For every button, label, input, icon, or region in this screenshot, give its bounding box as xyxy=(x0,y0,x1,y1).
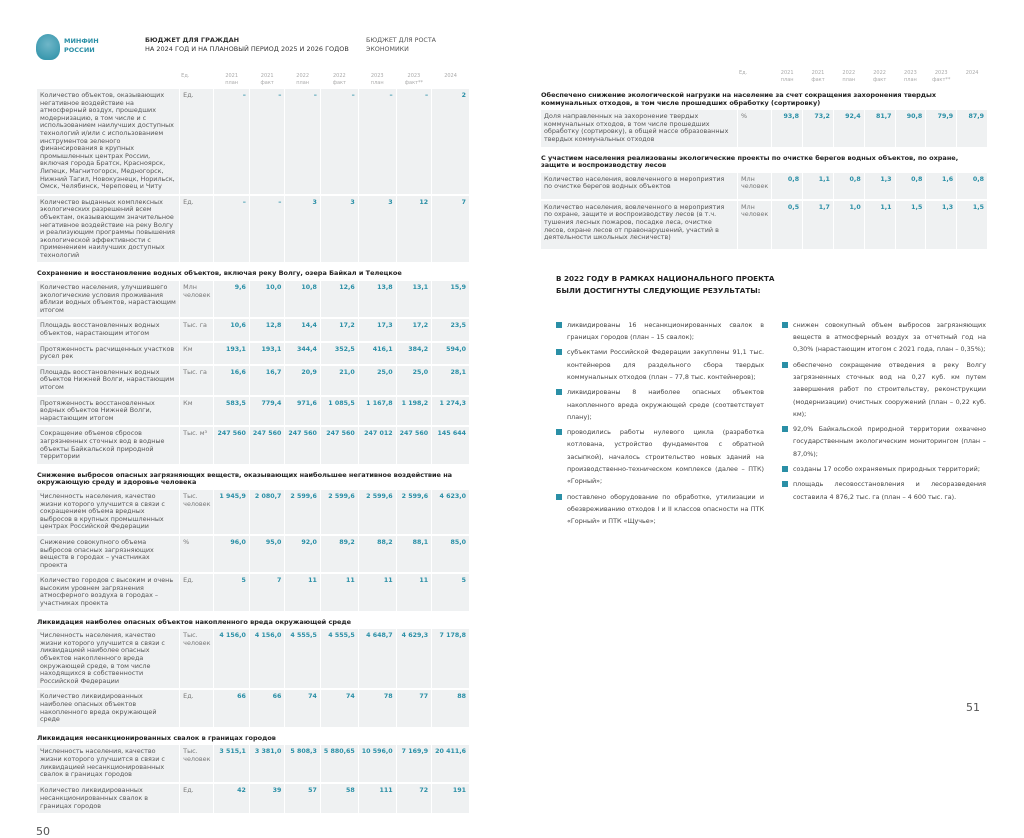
bullet-square-icon xyxy=(782,481,788,487)
value-cell: 5 880,65 xyxy=(321,745,358,782)
value-cell: 4 648,7 xyxy=(359,629,396,688)
unit-cell: Тыс. га xyxy=(180,319,213,340)
section-name xyxy=(366,36,436,54)
value-cell: 2 599,6 xyxy=(397,490,431,534)
value-cell: 74 xyxy=(321,690,358,726)
value-cell: 779,4 xyxy=(250,397,284,426)
column-header: 2022 факт xyxy=(872,70,887,83)
column-header: 2023 план xyxy=(370,73,384,86)
unit-cell: Ед. xyxy=(180,690,213,726)
value-cell: 1 085,5 xyxy=(321,397,358,426)
title: БЮДЖЕТ ДЛЯ ГРАЖДАН xyxy=(145,36,240,44)
subtitle: НА 2024 ГОД И НА ПЛАНОВЫЙ ПЕРИОД 2025 И 2026 ГОДОВ xyxy=(145,45,349,53)
value-cell: 11 xyxy=(285,574,319,610)
indicator-label: Численность населения, качество жизни которого улучшится в связи с ликвидацией несанкционированных свалок в границах городов xyxy=(37,745,179,782)
column-header: 2023 факт** xyxy=(404,73,424,86)
indicator-label: Количество населения, вовлеченного в мероприятия по очистке берегов водных объектов xyxy=(541,173,737,199)
value-cell: 5 xyxy=(214,574,248,610)
table-row xyxy=(37,784,469,813)
document-title xyxy=(145,36,360,54)
indicator-label: Численность населения, качество жизни которого улучшится в связи с ликвидацией наиболее опасных объектов накопленного вреда окружающей среде, в том числе находящихся в собственности Российской Федерации xyxy=(37,629,179,688)
page-number-right: 51 xyxy=(966,701,980,714)
value-cell: 1,6 xyxy=(926,173,956,199)
unit-cell: Млн человек xyxy=(738,201,771,249)
value-cell: 25,0 xyxy=(359,366,396,395)
value-cell: 21,0 xyxy=(321,366,358,395)
left-page xyxy=(36,70,470,838)
value-cell: – xyxy=(285,89,319,194)
value-cell: 1,3 xyxy=(926,201,956,249)
value-cell: 78 xyxy=(359,690,396,726)
value-cell: 5 808,3 xyxy=(285,745,319,782)
value-cell: 58 xyxy=(321,784,358,813)
section-heading: С участием населения реализованы экологические проекты по очистке берегов водных объектов, по охране, защите и воспроизводству лесов xyxy=(541,153,959,170)
bullet-square-icon xyxy=(782,322,788,328)
section-heading: Сохранение и восстановление водных объектов, включая реку Волгу, озера Байкал и Телецкое xyxy=(37,269,402,278)
value-cell: 17,3 xyxy=(359,319,396,340)
value-cell: 2 599,6 xyxy=(321,490,358,534)
value-cell: 352,5 xyxy=(321,343,358,364)
header-spacer xyxy=(37,72,179,87)
unit-cell: Ед. xyxy=(180,196,213,263)
bullet-square-icon xyxy=(782,426,788,432)
results-title: В 2022 ГОДУ В РАМКАХ НАЦИОНАЛЬНОГО ПРОЕКТА БЫЛИ ДОСТИГНУТЫ СЛЕДУЮЩИЕ РЕЗУЛЬТАТЫ: xyxy=(556,273,775,295)
value-cell: 90,8 xyxy=(896,110,926,146)
bullet-square-icon xyxy=(556,429,562,435)
value-cell: 193,1 xyxy=(214,343,248,364)
value-cell: 384,2 xyxy=(397,343,431,364)
result-item xyxy=(782,463,986,475)
value-cell: 1 274,3 xyxy=(432,397,469,426)
indicator-label: Количество ликвидированных несанкционированных свалок в границах городов xyxy=(37,784,179,813)
unit-cell: Тыс. человек xyxy=(180,629,213,688)
table-row xyxy=(37,366,469,395)
value-cell: 11 xyxy=(359,574,396,610)
value-cell: 12,6 xyxy=(321,281,358,317)
value-cell: 193,1 xyxy=(250,343,284,364)
value-cell: 74 xyxy=(285,690,319,726)
value-cell: 2 599,6 xyxy=(359,490,396,534)
column-header: Ед. xyxy=(181,73,190,79)
value-cell: 247 560 xyxy=(321,427,358,463)
left-indicators-table xyxy=(36,70,470,815)
value-cell: 1 198,2 xyxy=(397,397,431,426)
value-cell: – xyxy=(250,196,284,263)
value-cell: 4 629,3 xyxy=(397,629,431,688)
value-cell: 15,9 xyxy=(432,281,469,317)
bullet-square-icon xyxy=(556,322,562,328)
table-row xyxy=(37,629,469,688)
result-item xyxy=(556,491,764,528)
value-cell: 10 596,0 xyxy=(359,745,396,782)
result-text: 92,0% Байкальской природной территории охвачено государственным экологическим мониторингом (план – 87,0%); xyxy=(793,425,986,458)
section-heading-row xyxy=(37,264,469,279)
result-item xyxy=(782,359,986,420)
value-cell: 10,8 xyxy=(285,281,319,317)
value-cell: 4 555,5 xyxy=(321,629,358,688)
indicator-label: Количество объектов, оказывающих негативное воздействие на атмосферный воздух, прошедших модернизацию, в том числе и с использованием наилучших доступных технологий и/или с использованием инструментов зеленого финансирования в крупных промышленных центрах России, включая города Братск, Красноярск, Липецк, Магнитогорск, Медногорск, Нижний Тагил, Новокузнецк, Норильск, Омск, Челябинск, Череповец и Читу xyxy=(37,89,179,194)
value-cell: 92,0 xyxy=(285,536,319,572)
value-cell: 17,2 xyxy=(321,319,358,340)
result-text: созданы 17 особо охраняемых природных территорий; xyxy=(793,465,980,474)
value-cell: 594,0 xyxy=(432,343,469,364)
value-cell: 28,1 xyxy=(432,366,469,395)
value-cell: 81,7 xyxy=(865,110,895,146)
results-lists xyxy=(556,319,988,531)
result-item xyxy=(556,319,764,344)
value-cell: 10,0 xyxy=(250,281,284,317)
value-cell: 7 xyxy=(250,574,284,610)
value-cell: 1,1 xyxy=(803,173,833,199)
indicator-label: Протяженность восстановленных водных объектов Нижней Волги, нарастающим итогом xyxy=(37,397,179,426)
value-cell: 111 xyxy=(359,784,396,813)
unit-cell: Ед. xyxy=(180,574,213,610)
unit-cell: Тыс. человек xyxy=(180,745,213,782)
value-cell: 3 xyxy=(321,196,358,263)
value-cell: 23,5 xyxy=(432,319,469,340)
value-cell: 1,5 xyxy=(896,201,926,249)
value-cell: 13,8 xyxy=(359,281,396,317)
result-text: проводились работы нулевого цикла (разработка котлована, устройство фундаментов с обратной засыпкой), началось строительство новых зданий на производственно-техническом комплексе (далее – ПТК) «Горный»; xyxy=(567,428,764,486)
value-cell: 1,5 xyxy=(957,201,987,249)
value-cell: 1,3 xyxy=(865,173,895,199)
result-text: субъектами Российской Федерации закуплены 91,1 тыс. контейнеров для раздельного сбора твердых коммунальных отходов (план – 77,8 тыс. контейнеров); xyxy=(567,348,764,381)
indicator-label: Численность населения, качество жизни которого улучшится в связи с сокращением объема вредных выбросов в крупных промышленных центрах Российской Федерации xyxy=(37,490,179,534)
table-row xyxy=(37,536,469,572)
unit-cell: Тыс. м³ xyxy=(180,427,213,463)
value-cell: 191 xyxy=(432,784,469,813)
value-cell: 77 xyxy=(397,690,431,726)
table-header-row xyxy=(541,69,987,84)
value-cell: 95,0 xyxy=(250,536,284,572)
value-cell: 12 xyxy=(397,196,431,263)
value-cell: 5 xyxy=(432,574,469,610)
value-cell: 96,0 xyxy=(214,536,248,572)
table-row xyxy=(37,89,469,194)
table-row xyxy=(541,201,987,249)
value-cell: 2 xyxy=(432,89,469,194)
right-indicators-table xyxy=(540,67,988,251)
indicator-label: Снижение совокупного объема выбросов опасных загрязняющих веществ в городах – участниках проекта xyxy=(37,536,179,572)
unit-cell: % xyxy=(738,110,771,146)
value-cell: 971,6 xyxy=(285,397,319,426)
value-cell: 0,8 xyxy=(896,173,926,199)
result-text: ликвидированы 16 несанкционированных свалок в границах городов (план – 15 свалок); xyxy=(567,320,764,342)
value-cell: – xyxy=(214,196,248,263)
value-cell: 0,8 xyxy=(957,173,987,199)
value-cell: 66 xyxy=(250,690,284,726)
value-cell: 247 560 xyxy=(397,427,431,463)
results-list-left xyxy=(556,319,764,531)
value-cell: 0,8 xyxy=(834,173,864,199)
value-cell: 3 xyxy=(359,196,396,263)
value-cell: 2 599,6 xyxy=(285,490,319,534)
column-header: 2024 xyxy=(444,73,457,79)
table-row xyxy=(541,110,987,146)
value-cell: 93,8 xyxy=(772,110,802,146)
section-heading-row xyxy=(37,729,469,744)
value-cell: 3 381,0 xyxy=(250,745,284,782)
brand-logo xyxy=(64,37,99,55)
value-cell: 4 623,0 xyxy=(432,490,469,534)
value-cell: 7 xyxy=(432,196,469,263)
right-page xyxy=(540,67,988,714)
bullet-square-icon xyxy=(556,349,562,355)
value-cell: 9,6 xyxy=(214,281,248,317)
value-cell: 88 xyxy=(432,690,469,726)
value-cell: 17,2 xyxy=(397,319,431,340)
unit-cell: Млн человек xyxy=(180,281,213,317)
value-cell: 7 169,9 xyxy=(397,745,431,782)
result-item xyxy=(556,346,764,383)
table-row xyxy=(37,690,469,726)
section-heading-row xyxy=(541,86,987,108)
unit-cell: % xyxy=(180,536,213,572)
value-cell: 7 178,8 xyxy=(432,629,469,688)
result-text: ликвидированы 8 наиболее опасных объектов накопленного вреда окружающей среде (соответствует плану); xyxy=(567,388,764,421)
result-text: поставлено оборудование по обработке, утилизации и обезвреживанию отходов I и II классов опасности на ПТК «Горный» и ПТК «Щучье»; xyxy=(567,492,764,526)
value-cell: 13,1 xyxy=(397,281,431,317)
result-item xyxy=(782,423,986,460)
result-item xyxy=(782,478,986,503)
section-heading-row xyxy=(541,149,987,171)
value-cell: 88,1 xyxy=(397,536,431,572)
indicator-label: Количество населения, улучшившего экологические условия проживания вблизи водных объектов, нарастающим итогом xyxy=(37,281,179,317)
value-cell: 1 945,9 xyxy=(214,490,248,534)
value-cell: – xyxy=(250,89,284,194)
table-row xyxy=(37,745,469,782)
table-row xyxy=(541,173,987,199)
value-cell: 344,4 xyxy=(285,343,319,364)
value-cell: 416,1 xyxy=(359,343,396,364)
result-item xyxy=(556,386,764,423)
bullet-square-icon xyxy=(782,362,788,368)
unit-cell: Млн человек xyxy=(738,173,771,199)
section-heading: Ликвидация несанкционированных свалок в границах городов xyxy=(37,733,276,742)
table-row xyxy=(37,319,469,340)
indicator-label: Площадь восстановленных водных объектов Нижней Волги, нарастающим итогом xyxy=(37,366,179,395)
value-cell: 4 156,0 xyxy=(250,629,284,688)
section-heading-row xyxy=(37,613,469,628)
value-cell: 2 080,7 xyxy=(250,490,284,534)
section-line: БЮДЖЕТ ДЛЯ РОСТА xyxy=(366,37,436,44)
value-cell: 72 xyxy=(397,784,431,813)
value-cell: – xyxy=(321,89,358,194)
indicator-label: Протяженность расчищенных участков русел рек xyxy=(37,343,179,364)
value-cell: 3 515,1 xyxy=(214,745,248,782)
value-cell: 14,4 xyxy=(285,319,319,340)
column-header: 2022 план xyxy=(296,73,310,86)
value-cell: 1,0 xyxy=(834,201,864,249)
value-cell: 79,9 xyxy=(926,110,956,146)
value-cell: 89,2 xyxy=(321,536,358,572)
column-header: 2021 факт xyxy=(260,73,274,86)
indicator-label: Площадь восстановленных водных объектов, нарастающим итогом xyxy=(37,319,179,340)
value-cell: – xyxy=(359,89,396,194)
value-cell: 85,0 xyxy=(432,536,469,572)
value-cell: 247 012 xyxy=(359,427,396,463)
bullet-square-icon xyxy=(782,466,788,472)
header-spacer xyxy=(541,69,737,84)
minfin-emblem-icon xyxy=(36,34,60,60)
results-list-right xyxy=(782,319,986,531)
value-cell: 16,6 xyxy=(214,366,248,395)
brand-line: МИНФИН xyxy=(64,37,99,45)
indicator-label: Количество населения, вовлеченного в мероприятия по охране, защите и воспроизводству лесов (в т.ч. тушения лесных пожаров, посадке леса, очистке лесов, охране лесов от правонарушений, участий в деятельности школьных лесничеств) xyxy=(541,201,737,249)
value-cell: 10,6 xyxy=(214,319,248,340)
value-cell: 42 xyxy=(214,784,248,813)
value-cell: 583,5 xyxy=(214,397,248,426)
column-header: 2021 факт xyxy=(811,70,825,83)
indicator-label: Количество ликвидированных наиболее опасных объектов накопленного вреда окружающей среде xyxy=(37,690,179,726)
table-row xyxy=(37,574,469,610)
unit-cell: Тыс. человек xyxy=(180,490,213,534)
result-text: снижен совокупный объем выбросов загрязняющих веществ в атмосферный воздух за отчетный год на 0,30% (нарастающим итогом с 2021 года, план – 0,35%); xyxy=(793,320,986,354)
value-cell: 20,9 xyxy=(285,366,319,395)
column-header: 2022 факт xyxy=(332,73,346,86)
column-header: 2023 план xyxy=(904,70,917,83)
section-heading: Обеспечено снижение экологической нагрузки на население за счет сокращения захоронения твердых коммунальных отходов, в том числе прошедших обработку (сортировку) xyxy=(541,91,937,107)
value-cell: 145 644 xyxy=(432,427,469,463)
section-heading-row xyxy=(37,466,469,488)
value-cell: 57 xyxy=(285,784,319,813)
value-cell: 25,0 xyxy=(397,366,431,395)
table-row xyxy=(37,196,469,263)
section-heading: Снижение выбросов опасных загрязняющих веществ, оказывающих наибольшее негативное воздействие на окружающую среду и здоровье человека xyxy=(37,470,453,487)
value-cell: 73,2 xyxy=(803,110,833,146)
result-text: площадь лесовосстановления и лесоразведения составила 4 876,2 тыс. га (план – 4 600 тыс. га). xyxy=(793,480,986,501)
page-number-left: 50 xyxy=(36,825,50,838)
column-header: 2021 план xyxy=(780,70,794,83)
column-header: 2021 план xyxy=(225,73,239,86)
table-row xyxy=(37,343,469,364)
unit-cell: Км xyxy=(180,397,213,426)
result-text: обеспечено сокращение отведения в реку Волгу загрязненных сточных вод на 0,27 куб. км путем завершения работ по строительству, реконструкции (модернизации) очистных сооружений (план – 0,22 куб. км); xyxy=(793,360,986,418)
indicator-label: Количество выданных комплексных экологических разрешений всем объектам, оказывающим значительное негативное воздействие на реку Волгу и реализующим программы повышения экологической эффективности с применением наилучших доступных технологий xyxy=(37,196,179,263)
value-cell: 39 xyxy=(250,784,284,813)
value-cell: 3 xyxy=(285,196,319,263)
column-header: 2022 план xyxy=(842,70,856,83)
value-cell: 1,7 xyxy=(803,201,833,249)
value-cell: 66 xyxy=(214,690,248,726)
indicator-label: Доля направленных на захоронение твердых коммунальных отходов, в том числе прошедших обработку (сортировку), в общей массе образованных твердых коммунальных отходов xyxy=(541,110,737,146)
value-cell: 12,8 xyxy=(250,319,284,340)
table-row xyxy=(37,490,469,534)
value-cell: 11 xyxy=(397,574,431,610)
table-header-row xyxy=(37,72,469,87)
indicator-label: Сокращение объемов сбросов загрязненных сточных вод в водные объекты Байкальской природной территории xyxy=(37,427,179,463)
unit-cell: Ед. xyxy=(180,784,213,813)
value-cell: – xyxy=(214,89,248,194)
value-cell: 92,4 xyxy=(834,110,864,146)
value-cell: 0,8 xyxy=(772,173,802,199)
value-cell: 4 555,5 xyxy=(285,629,319,688)
value-cell: 87,9 xyxy=(957,110,987,146)
value-cell: – xyxy=(397,89,431,194)
column-header: 2023 факт** xyxy=(932,70,951,83)
bullet-square-icon xyxy=(556,389,562,395)
value-cell: 16,7 xyxy=(250,366,284,395)
value-cell: 247 560 xyxy=(250,427,284,463)
unit-cell: Тыс. га xyxy=(180,366,213,395)
value-cell: 1 167,8 xyxy=(359,397,396,426)
indicator-label: Количество городов с высоким и очень высоким уровнем загрязнения атмосферного воздуха в городах – участниках проекта xyxy=(37,574,179,610)
column-header: Ед. xyxy=(739,70,748,76)
value-cell: 88,2 xyxy=(359,536,396,572)
value-cell: 4 156,0 xyxy=(214,629,248,688)
unit-cell: Км xyxy=(180,343,213,364)
section-heading: Ликвидация наиболее опасных объектов накопленного вреда окружающей среде xyxy=(37,617,352,626)
column-header: 2024 xyxy=(965,70,979,76)
table-row xyxy=(37,281,469,317)
value-cell: 20 411,6 xyxy=(432,745,469,782)
table-row xyxy=(37,397,469,426)
unit-cell: Ед. xyxy=(180,89,213,194)
result-item xyxy=(782,319,986,356)
bullet-square-icon xyxy=(556,494,562,500)
value-cell: 11 xyxy=(321,574,358,610)
value-cell: 247 560 xyxy=(214,427,248,463)
brand-line: РОССИИ xyxy=(64,46,95,54)
section-line: ЭКОНОМИКИ xyxy=(366,46,409,53)
table-row xyxy=(37,427,469,463)
value-cell: 1,1 xyxy=(865,201,895,249)
value-cell: 0,5 xyxy=(772,201,802,249)
value-cell: 247 560 xyxy=(285,427,319,463)
result-item xyxy=(556,426,764,487)
